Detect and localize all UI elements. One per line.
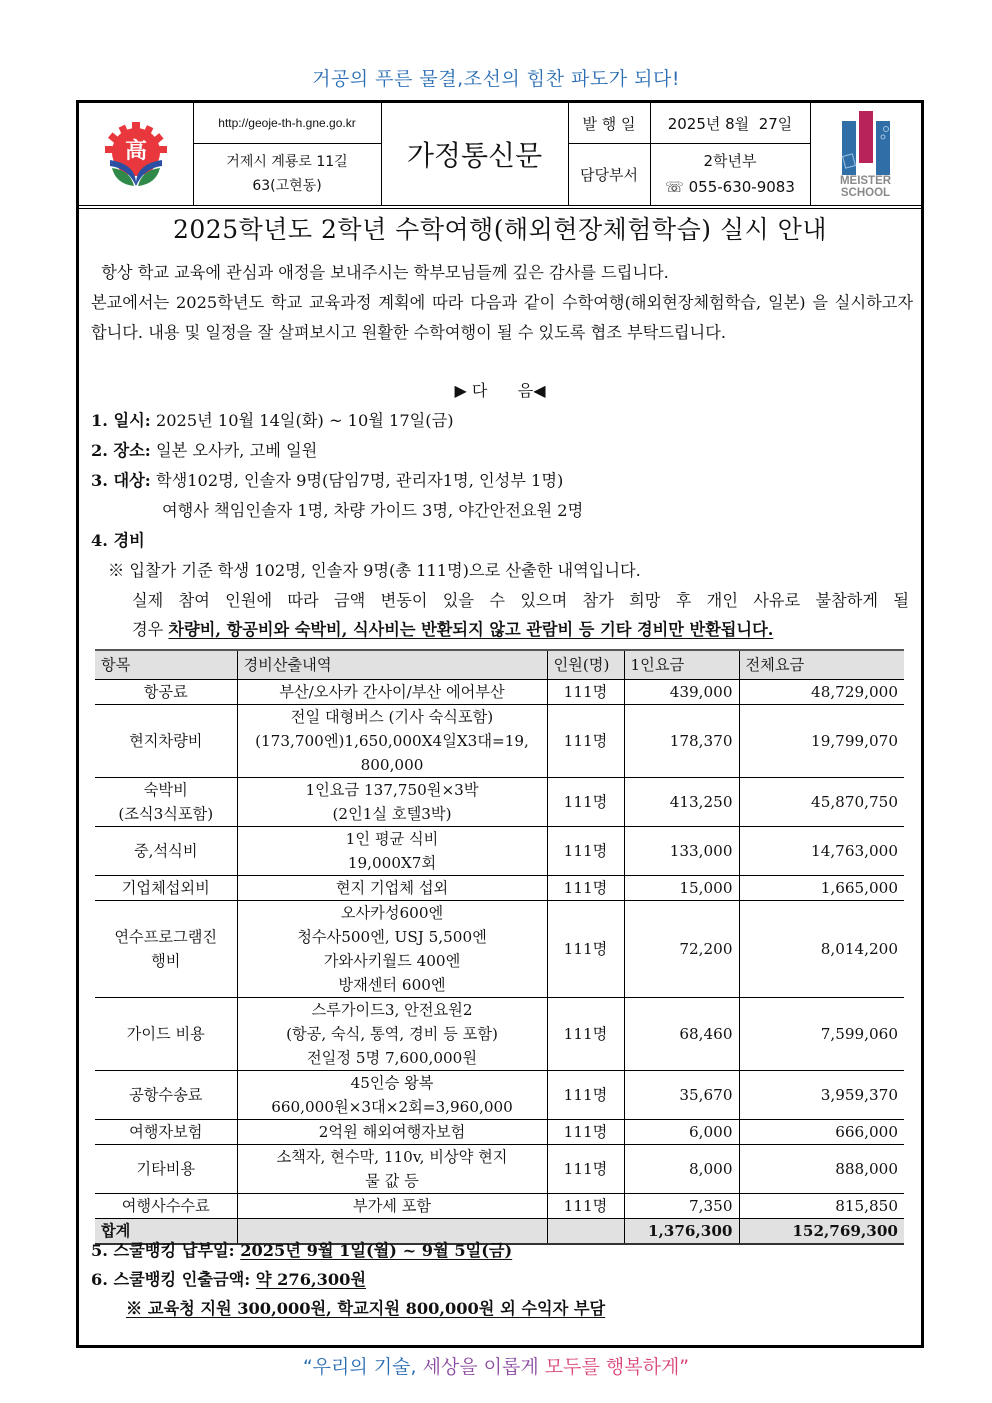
dept-info: [650, 143, 810, 205]
header-total: 전체요금: [739, 650, 904, 680]
cell-item: [95, 1145, 237, 1194]
table-row: [95, 778, 904, 827]
total-all: 152,769,300: [739, 1219, 904, 1245]
cell-detail: [237, 998, 547, 1071]
table-row: [95, 680, 904, 705]
cell-detail-line: 현지 기업체 섭외: [335, 879, 449, 897]
newsletter-title: 가정통신문: [406, 139, 543, 172]
schedule-label: 1. 일시:: [91, 411, 151, 430]
cell-detail-line: 전일정 5명 7,600,000원: [307, 1049, 477, 1067]
cell-item-line: 현지차량비: [129, 732, 203, 750]
meister-text-1: MEISTER: [839, 175, 892, 187]
cell-total: 888,000: [739, 1145, 904, 1194]
cell-detail: [237, 705, 547, 778]
cell-detail-line: 오사카성600엔: [340, 904, 444, 922]
header-divider-2: [79, 208, 921, 209]
participants-label: 3. 대상:: [91, 471, 151, 490]
cell-detail-line: 19,000X7회: [347, 854, 437, 872]
cell-detail-line: 부가세 포함: [352, 1197, 432, 1215]
table-row: [95, 901, 904, 998]
cell-item-line: 기타비용: [136, 1160, 196, 1178]
cell-detail-line: 청수사500엔, USJ 5,500엔: [297, 928, 487, 946]
table-row: [95, 1145, 904, 1194]
cell-people: 111명: [547, 778, 624, 827]
cell-people: 111명: [547, 1120, 624, 1145]
cell-per-person: 72,200: [624, 901, 739, 998]
cell-item: [95, 827, 237, 876]
cost-note-1: ※ 입찰가 기준 학생 102명, 인솔자 9명(총 111명)으로 산출한 내역입니다.: [108, 561, 641, 580]
table-row: [95, 1120, 904, 1145]
cell-detail-line: (2인1실 호텔3박): [332, 805, 452, 823]
cell-detail-line: 가와사키월드 400엔: [323, 952, 461, 970]
cell-item: [95, 705, 237, 778]
cell-detail: [237, 876, 547, 901]
location-label: 2. 장소:: [91, 441, 151, 460]
table-header-row: [95, 650, 904, 680]
cell-detail: [237, 827, 547, 876]
address-line1: 거제시 계룡로 11길: [226, 154, 348, 170]
address-line2: 63(고현동): [252, 178, 322, 194]
cell-per-person: 35,670: [624, 1071, 739, 1120]
cell-detail-line: 소책자, 현수막, 110v, 비상약 현지: [276, 1148, 508, 1166]
svg-text:高: 高: [124, 139, 148, 164]
notice-marker: ▶ 다 음◀: [454, 381, 546, 400]
cell-item-line: 숙박비: [143, 781, 188, 799]
cell-per-person: 15,000: [624, 876, 739, 901]
cell-detail-line: 1인 평균 식비: [345, 830, 439, 848]
table-row: [95, 705, 904, 778]
cell-item-line: 항공료: [143, 683, 188, 701]
cell-per-person: 6,000: [624, 1120, 739, 1145]
dept-name: 2학년부: [703, 152, 757, 170]
section-participants: [91, 466, 563, 496]
payment-date-label: 5. 스쿨뱅킹 납부일:: [91, 1241, 241, 1260]
payment-amount-value: 약 276,300원: [255, 1270, 367, 1289]
cell-total: 3,959,370: [739, 1071, 904, 1120]
cell-item-line: (조식3식포함): [118, 805, 214, 823]
table-row: [95, 876, 904, 901]
table-row: [95, 827, 904, 876]
intro-greeting: 항상 학교 교육에 관심과 애정을 보내주시는 학부모님들께 깊은 감사를 드립니다.: [91, 263, 669, 282]
dept-phone: ☏ 055-630-9083: [665, 178, 795, 196]
cell-detail-line: 800,000: [360, 756, 424, 774]
cell-detail-line: 방재센터 600엔: [338, 976, 446, 994]
cell-detail-line: 2억원 해외여행자보험: [318, 1123, 466, 1141]
total-label: 합계: [95, 1219, 237, 1245]
cell-total: 8,014,200: [739, 901, 904, 998]
cell-total: 45,870,750: [739, 778, 904, 827]
section-schedule: [91, 406, 454, 436]
cell-detail-line: 부산/오사카 간사이/부산 에어부산: [279, 683, 505, 701]
cell-per-person: 7,350: [624, 1194, 739, 1219]
slogan-part-2: 세상을 이롭게: [422, 1356, 545, 1378]
cell-item: [95, 876, 237, 901]
cell-detail: [237, 778, 547, 827]
payment-date-value: 2025년 9월 1일(월) ~ 9월 5일(금): [240, 1241, 513, 1260]
cell-per-person: 178,370: [624, 705, 739, 778]
header-divider: [79, 205, 921, 206]
cell-item: [95, 998, 237, 1071]
cell-people: 111명: [547, 998, 624, 1071]
cell-item: [95, 901, 237, 998]
cell-detail-line: 전일 대형버스 (기사 숙식포함): [290, 708, 494, 726]
section-payment-amount: [91, 1265, 366, 1295]
refund-policy-emphasis: 차량비, 항공비와 숙박비, 식사비는 반환되지 않고 관람비 등 기타 경비만 반환됩니다.: [168, 620, 774, 639]
participants-extra: 여행사 책임인솔자 1명, 차량 가이드 3명, 야간안전요원 2명: [162, 501, 584, 520]
cell-people: 111명: [547, 1194, 624, 1219]
cell-total: 1,665,000: [739, 876, 904, 901]
cell-item-line: 기업체섭외비: [121, 879, 210, 897]
section-cost: [91, 526, 145, 556]
cell-total: 48,729,000: [739, 680, 904, 705]
cost-note-3: [132, 615, 773, 645]
cell-detail: [237, 1145, 547, 1194]
cell-per-person: 413,250: [624, 778, 739, 827]
cell-detail: [237, 1120, 547, 1145]
cell-item-line: 여행사수수료: [121, 1197, 210, 1215]
table-row: [95, 1071, 904, 1120]
support-note: [126, 1294, 605, 1324]
section-payment-date: [91, 1236, 512, 1266]
school-logo: [79, 103, 193, 205]
document-title: 2025학년도 2학년 수학여행(해외현장체험학습) 실시 안내: [173, 215, 827, 244]
schedule-value: 2025년 10월 14일(화) ~ 10월 17일(금): [150, 411, 454, 430]
table-row: [95, 998, 904, 1071]
issue-date-label: 발 행 일: [582, 114, 636, 133]
cost-note-3-prefix: 경우: [132, 620, 169, 639]
cell-people: 111명: [547, 901, 624, 998]
cell-people: 111명: [547, 827, 624, 876]
cell-detail-line: (항공, 숙식, 통역, 경비 등 포함): [286, 1025, 498, 1043]
slogan-part-3: 모두를 행복하게”: [544, 1356, 690, 1378]
cell-item: [95, 1071, 237, 1120]
cost-label: 4. 경비: [91, 531, 145, 550]
support-note-text: ※ 교육청 지원 300,000원, 학교지원 800,000원 외 수익자 부담: [126, 1299, 606, 1318]
cell-people: 111명: [547, 876, 624, 901]
cell-people: 111명: [547, 1071, 624, 1120]
cell-item: [95, 778, 237, 827]
cell-item-line: 공항수송료: [129, 1086, 203, 1104]
location-value: 일본 오사카, 고베 일원: [150, 441, 318, 460]
bottom-slogan: [0, 1352, 992, 1379]
meister-emblem-icon: [836, 109, 896, 175]
cell-per-person: 68,460: [624, 998, 739, 1071]
cell-item: [95, 1194, 237, 1219]
cell-detail: [237, 680, 547, 705]
cell-item-line: 가이드 비용: [126, 1025, 205, 1043]
issue-date-value: 2025년 8월 27일: [667, 114, 793, 133]
meister-school-logo: [810, 103, 921, 205]
cell-detail-line: (173,700엔)1,650,000X4일X3대=19,: [255, 732, 529, 750]
cell-total: 19,799,070: [739, 705, 904, 778]
intro-body: 본교에서는 2025학년도 학교 교육과정 계획에 따라 다음과 같이 수학여행(해외현장체험학습, 일본) 을 실시하고자 합니다. 내용 및 일정을 잘 살펴보시고 원활한 수학여행이 될 수 있도록 협조 부탁드립니다.: [91, 293, 913, 342]
header-item: 항목: [95, 650, 237, 680]
cell-detail-line: 1인요금 137,750원×3박: [305, 781, 479, 799]
cell-item-line: 행비: [151, 952, 181, 970]
cell-total: 14,763,000: [739, 827, 904, 876]
cell-detail-line: 스루가이드3, 안전요원2: [311, 1001, 473, 1019]
cell-total: 666,000: [739, 1120, 904, 1145]
school-address: [193, 143, 381, 205]
cell-item-line: 중,석식비: [133, 842, 198, 860]
school-emblem-icon: [100, 118, 172, 190]
cell-detail: [237, 1194, 547, 1219]
cell-people: 111명: [547, 705, 624, 778]
cell-item-line: 연수프로그램진: [114, 928, 218, 946]
cost-table: [95, 649, 904, 1245]
cell-item: [95, 1120, 237, 1145]
top-slogan: 거공의 푸른 물결,조선의 힘찬 파도가 되다!: [312, 68, 680, 90]
slogan-part-1: “우리의 기술,: [302, 1356, 423, 1378]
newsletter-header: [79, 103, 921, 205]
cell-item: [95, 680, 237, 705]
cell-per-person: 133,000: [624, 827, 739, 876]
header-detail: 경비산출내역: [237, 650, 547, 680]
payment-amount-label: 6. 스쿨뱅킹 인출금액:: [91, 1270, 256, 1289]
header-people: 인원(명): [547, 650, 624, 680]
cost-note-2: 실제 참여 인원에 따라 금액 변동이 있을 수 있으며 참가 희망 후 개인 사유로 불참하게 될: [132, 591, 909, 610]
cell-detail-line: 물 값 등: [365, 1172, 419, 1190]
cell-total: 7,599,060: [739, 998, 904, 1071]
dept-label: 담당부서: [580, 165, 638, 184]
cell-detail: [237, 1071, 547, 1120]
section-location: [91, 436, 317, 466]
cell-total: 815,850: [739, 1194, 904, 1219]
cell-detail: [237, 901, 547, 998]
school-url[interactable]: http://geoje-th-h.gne.go.kr: [218, 116, 356, 130]
participants-value: 학생102명, 인솔자 9명(담임7명, 관리자1명, 인성부 1명): [150, 471, 564, 490]
total-per-person: 1,376,300: [624, 1219, 739, 1245]
cell-per-person: 8,000: [624, 1145, 739, 1194]
cell-per-person: 439,000: [624, 680, 739, 705]
cell-people: 111명: [547, 680, 624, 705]
header-per-person: 1인요금: [624, 650, 739, 680]
meister-text-2: SCHOOL: [840, 187, 891, 199]
cell-detail-line: 45인승 왕복: [350, 1074, 434, 1092]
total-empty-people: [547, 1219, 624, 1245]
table-row: [95, 1194, 904, 1219]
cell-detail-line: 660,000원×3대×2회=3,960,000: [271, 1098, 513, 1116]
cell-people: 111명: [547, 1145, 624, 1194]
cell-item-line: 여행자보험: [129, 1123, 203, 1141]
